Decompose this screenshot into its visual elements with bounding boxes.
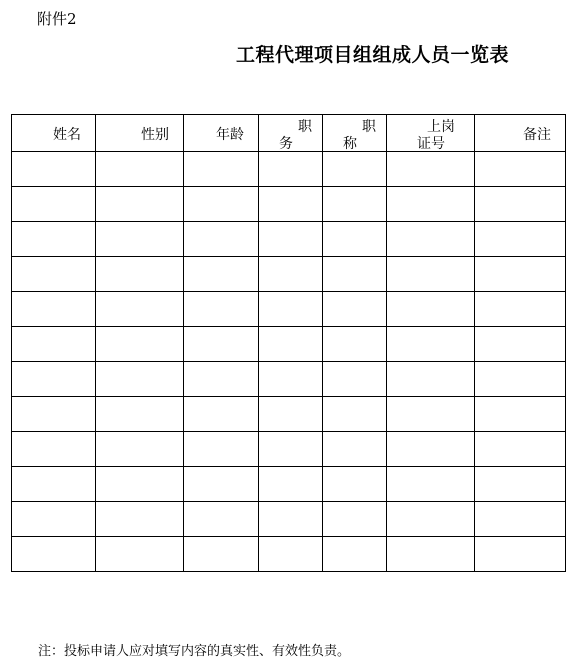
table-cell[interactable]	[387, 467, 475, 502]
table-cell[interactable]	[323, 362, 387, 397]
table-cell[interactable]	[323, 257, 387, 292]
table-cell[interactable]	[259, 432, 323, 467]
header-name-label: 姓名	[53, 127, 81, 143]
table-cell[interactable]	[184, 292, 259, 327]
table-cell[interactable]	[96, 537, 184, 572]
table-body	[12, 152, 566, 572]
table-cell[interactable]	[259, 467, 323, 502]
header-title-line2: 称	[343, 136, 357, 152]
table-cell[interactable]	[387, 292, 475, 327]
table-cell[interactable]	[96, 222, 184, 257]
table-row	[12, 467, 566, 502]
table-row	[12, 187, 566, 222]
table-cell[interactable]	[259, 502, 323, 537]
table-cell[interactable]	[259, 537, 323, 572]
table-cell[interactable]	[475, 327, 566, 362]
table-row	[12, 537, 566, 572]
table-cell[interactable]	[259, 292, 323, 327]
table-cell[interactable]	[323, 467, 387, 502]
table-cell[interactable]	[96, 397, 184, 432]
table-cell[interactable]	[12, 222, 96, 257]
table-cell[interactable]	[259, 327, 323, 362]
table-cell[interactable]	[12, 152, 96, 187]
table-cell[interactable]	[475, 187, 566, 222]
table-row	[12, 362, 566, 397]
header-certificate	[387, 115, 475, 152]
table-cell[interactable]	[184, 502, 259, 537]
header-title-line1: 职	[362, 119, 376, 135]
table-cell[interactable]	[12, 187, 96, 222]
header-name	[12, 115, 96, 152]
header-age-label: 年龄	[216, 127, 244, 143]
table-cell[interactable]	[184, 327, 259, 362]
table-row	[12, 152, 566, 187]
table-cell[interactable]	[12, 432, 96, 467]
table-cell[interactable]	[475, 152, 566, 187]
table-row	[12, 222, 566, 257]
table-cell[interactable]	[323, 537, 387, 572]
table-cell[interactable]	[259, 222, 323, 257]
table-cell[interactable]	[475, 537, 566, 572]
page-title: 工程代理项目组组成人员一览表	[236, 44, 510, 66]
header-gender	[96, 115, 184, 152]
header-gender-label: 性别	[141, 127, 169, 143]
table-cell[interactable]	[475, 292, 566, 327]
table-cell[interactable]	[12, 537, 96, 572]
table-cell[interactable]	[96, 467, 184, 502]
table-cell[interactable]	[475, 502, 566, 537]
table-cell[interactable]	[184, 152, 259, 187]
table-row	[12, 397, 566, 432]
table-cell[interactable]	[259, 362, 323, 397]
table-cell[interactable]	[475, 257, 566, 292]
table-cell[interactable]	[387, 187, 475, 222]
header-certificate-line1: 上岗	[427, 119, 455, 135]
table-cell[interactable]	[184, 537, 259, 572]
header-certificate-line2: 证号	[417, 136, 445, 152]
table-cell[interactable]	[387, 537, 475, 572]
table-cell[interactable]	[259, 187, 323, 222]
table-cell[interactable]	[12, 502, 96, 537]
table-cell[interactable]	[323, 502, 387, 537]
table-row	[12, 327, 566, 362]
table-cell[interactable]	[184, 467, 259, 502]
table-cell[interactable]	[12, 397, 96, 432]
table-cell[interactable]	[387, 257, 475, 292]
table-cell[interactable]	[323, 187, 387, 222]
table-cell[interactable]	[387, 327, 475, 362]
header-position	[259, 115, 323, 152]
table-cell[interactable]	[387, 222, 475, 257]
table-cell[interactable]	[387, 397, 475, 432]
table-cell[interactable]	[96, 502, 184, 537]
header-position-line2: 务	[279, 136, 293, 152]
header-title	[323, 115, 387, 152]
table-cell[interactable]	[96, 187, 184, 222]
table-cell[interactable]	[184, 222, 259, 257]
table-cell[interactable]	[323, 327, 387, 362]
table-cell[interactable]	[184, 362, 259, 397]
table-row	[12, 292, 566, 327]
table-cell[interactable]	[96, 362, 184, 397]
table-cell[interactable]	[12, 327, 96, 362]
table-cell[interactable]	[475, 432, 566, 467]
table-cell[interactable]	[259, 152, 323, 187]
personnel-table	[11, 114, 566, 572]
table-row	[12, 502, 566, 537]
table-cell[interactable]	[475, 362, 566, 397]
table-cell[interactable]	[96, 152, 184, 187]
table-cell[interactable]	[387, 502, 475, 537]
table-cell[interactable]	[184, 257, 259, 292]
table-cell[interactable]	[184, 432, 259, 467]
table-cell[interactable]	[96, 292, 184, 327]
attachment-label: 附件2	[37, 10, 77, 28]
table-row	[12, 257, 566, 292]
table-cell[interactable]	[475, 397, 566, 432]
table-cell[interactable]	[387, 362, 475, 397]
table-cell[interactable]	[323, 397, 387, 432]
table-cell[interactable]	[96, 432, 184, 467]
table-cell[interactable]	[387, 432, 475, 467]
table-cell[interactable]	[475, 222, 566, 257]
footnote: 注：投标申请人应对填写内容的真实性、有效性负责。	[38, 644, 351, 659]
table-cell[interactable]	[12, 292, 96, 327]
table-cell[interactable]	[259, 257, 323, 292]
table-cell[interactable]	[96, 327, 184, 362]
table-cell[interactable]	[96, 257, 184, 292]
header-position-line1: 职	[298, 119, 312, 135]
table-cell[interactable]	[12, 362, 96, 397]
table-row	[12, 432, 566, 467]
table-cell[interactable]	[387, 152, 475, 187]
header-age	[184, 115, 259, 152]
header-remarks-label: 备注	[523, 127, 551, 143]
table-cell[interactable]	[475, 467, 566, 502]
table-cell[interactable]	[184, 397, 259, 432]
header-row	[12, 115, 566, 152]
table-cell[interactable]	[12, 257, 96, 292]
table-cell[interactable]	[323, 222, 387, 257]
table-cell[interactable]	[323, 292, 387, 327]
table-cell[interactable]	[12, 467, 96, 502]
table-cell[interactable]	[323, 432, 387, 467]
header-remarks	[475, 115, 566, 152]
table-cell[interactable]	[184, 187, 259, 222]
table-cell[interactable]	[323, 152, 387, 187]
table-cell[interactable]	[259, 397, 323, 432]
